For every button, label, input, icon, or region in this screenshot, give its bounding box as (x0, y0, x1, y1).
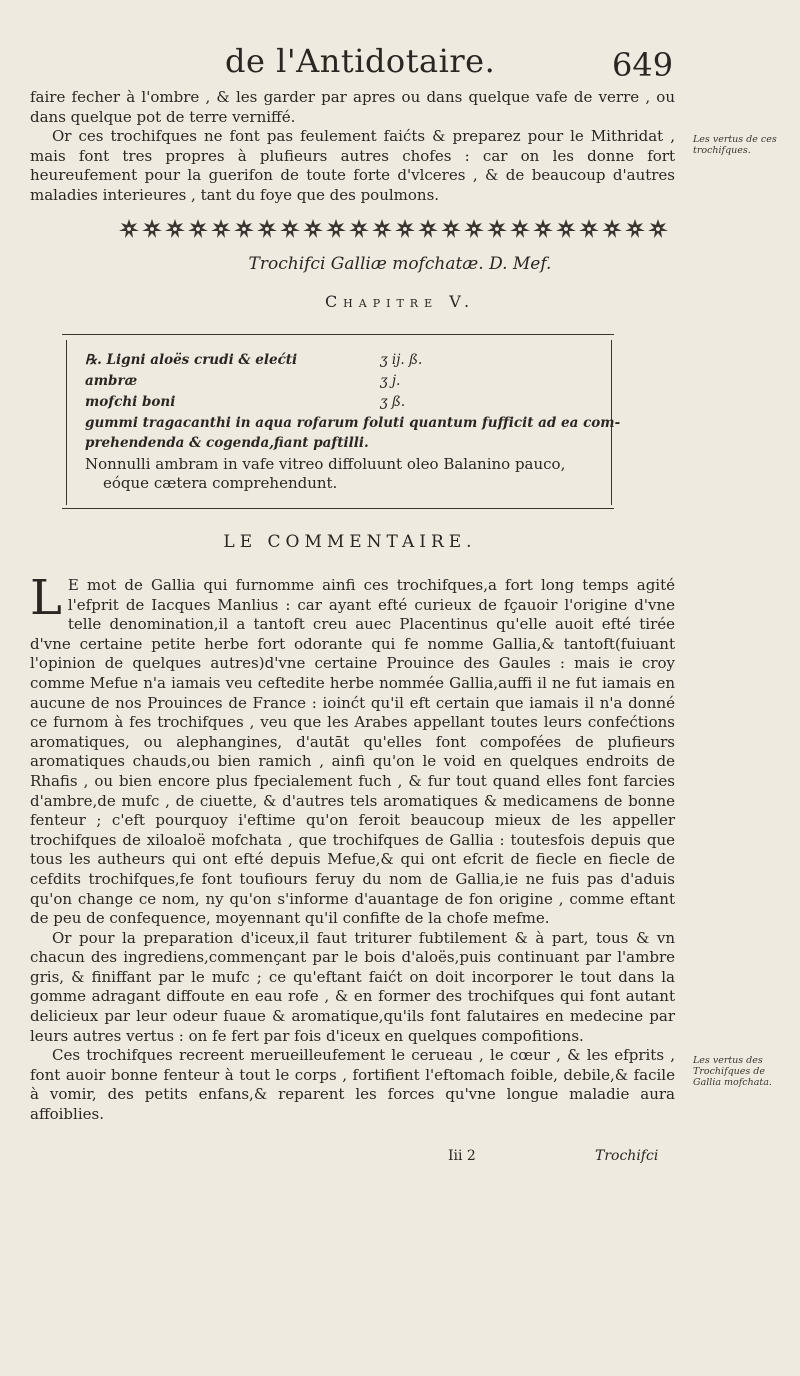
running-title: de l'Antidotaire. (225, 42, 496, 80)
running-head (0, 42, 800, 90)
recipe-box (66, 340, 621, 505)
ingredient-quantity: ʒ j. (380, 373, 401, 389)
ingredient-quantity: ʒ ß. (380, 394, 406, 410)
commentary-paragraph: Ces trochifques recreent merueilleufement le cerueau , le cœur , & les efprits , font auoir bonne fenteur à tout le corps , fortifient l'eftomach foible, debile,& facile à vomir, des petits enfans,& reparent les forces qu'vne longue maladie aura affoiblies. (30, 1046, 675, 1124)
margin-note: Les vertus de ces trochifques. (693, 134, 777, 156)
ingredient-name: mofchi boni (85, 394, 176, 410)
intro-text (30, 88, 675, 206)
drop-cap: L (30, 570, 62, 626)
ingredient-name: ℞. Ligni aloës crudi & elećti (85, 352, 298, 368)
bottom-rule (62, 508, 614, 509)
commentary-paragraph-text: E mot de Gallia qui furnomme ainfi ces trochifques,a fort long temps agité l'efprit de Iacques Manlius : car ayant efté curieux de fçauoir l'origine d'vne telle denomination,il a tantoft creu auec Placentinus qu'elle auoit efté tirée d'vne certaine petite herbe fort odorante qui fe nomme Gallia,& tantoft(fuiuant l'opinion de quelques autres)d'vne certaine Prouince des Gaules : mais ie croy comme Mefue n'a iamais veu ceftedite herbe nommée Gallia,auffi il ne fut iamais en aucune de nos Prouinces de France : ioinćt qu'il eft certain que iamais il n'a donné ce furnom à fes trochifques , veu que les Arabes appellant toutes leurs confećtions aromatiques, ou alephangines, d'autāt qu'elles font compofées de plufieurs aromatiques chauds,ou bien ramich , ainfi qu'on le void en quelques endroits de Rhafis , ou bien encore plus fpecialement fuch , & fur tout quand elles font farcies d'ambre,de mufc , de ciuette, & d'autres tels aromatiques & medicamens de bonne fenteur ; c'eft pourquoy i'eftime qu'on feroit beaucoup mieux de les appeller trochifques de xiloaloë mofchata , que trochifques de Gallia : toutesfois depuis que tous les autheurs qui ont efté depuis Mefue,& qui ont efcrit de fiecle en fiecle de cefdits trochifques,fe font toufiours feruy du nom de Gallia,ie ne fuis pas d'aduis qu'on change ce nom, ny qu'on s'informe d'auantage de fon origine , comme eftant de peu de confequence, moyennant qu'il confifte de la chofe mefme. (30, 576, 675, 928)
commentary-text (30, 570, 675, 1125)
commentary-heading: LE COMMENTAIRE. (223, 532, 477, 552)
recipe-title: Trochifci Galliæ mofchatæ. D. Mef. (248, 254, 552, 274)
ingredient-name: ambræ (85, 373, 138, 389)
margin-note: Les vertus des Trochifques de Gallia mofchata. (693, 1055, 772, 1088)
recipe-note: Nonnulli ambram in vafe vitreo diffoluunt oleo Balanino pauco, (85, 455, 566, 473)
intro-paragraph: faire fecher à l'ombre , & les garder par apres ou dans quelque vafe de verre , ou dans quelque pot de terre verniffé. (30, 88, 675, 126)
catchword: Trochifci (595, 1148, 659, 1164)
commentary-paragraph: Or pour la preparation d'iceux,il faut triturer fubtilement & à part, tous & vn chacun des ingrediens,commençant par le bois d'aloës,puis continuant par l'ambre gris, & finiffant par le mufc ; ce qu'eftant faićt on doit incorporer le tout dans la gomme adragant diffoute en eau rofe , & en former des trochifques qui font autant delicieux par leur odeur fuaue & aromatique,qu'ils font falutaires en medecine par leurs autres vertus : on fe fert par fois d'iceux en quelques compofitions. (30, 928, 675, 1045)
commentary-paragraph (30, 570, 675, 929)
recipe-note: eóque cætera comprehendunt. (103, 474, 338, 492)
page-number: 649 (612, 46, 674, 84)
chapter-heading: Chapitre V. (324, 292, 476, 311)
top-rule (62, 334, 614, 335)
recipe-instruction: gummi tragacanthi in aqua rofarum foluti quantum fufficit ad ea com- (85, 415, 621, 431)
fleuron-ornament-band (118, 218, 684, 240)
recipe-instruction: prehendenda & cogenda,fiant paftilli. (85, 435, 369, 451)
ingredient-quantity: ʒ ij. ß. (380, 352, 423, 368)
intro-paragraph: Or ces trochifques ne font pas feulement faićts & preparez pour le Mithridat , mais font tres propres à plufieurs autres chofes : car on les donne fort heureufement pour la guerifon de toute forte d'vlceres , & de beaucoup d'autres maladies interieures , tant du foye que des poulmons. (30, 127, 675, 204)
signature-mark: Iii 2 (448, 1148, 476, 1164)
